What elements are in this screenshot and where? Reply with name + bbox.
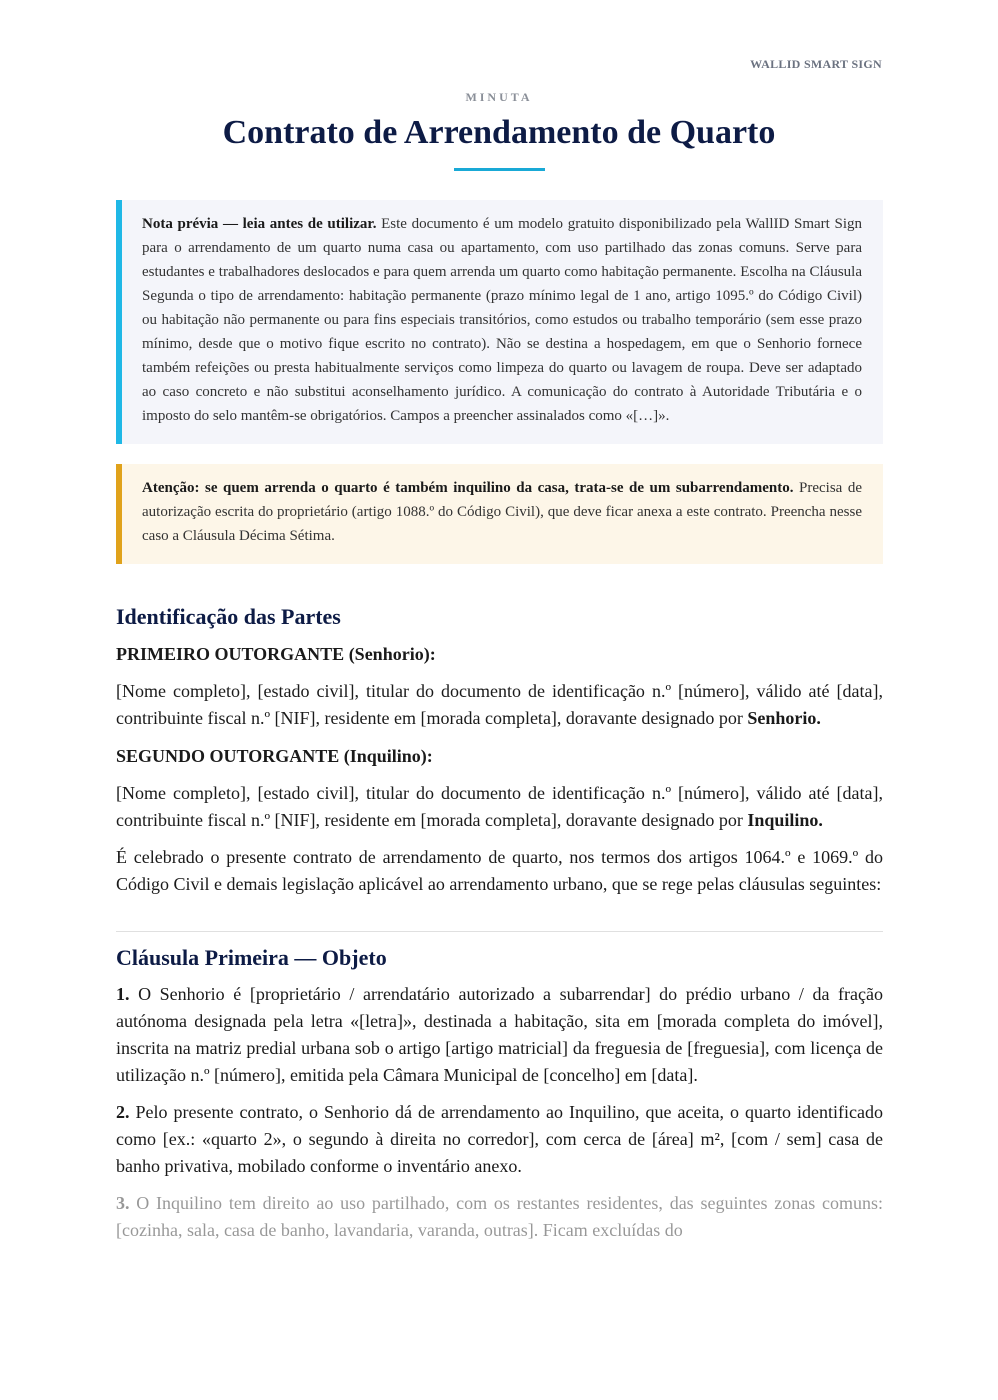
clause-item-number: 1. [116, 984, 130, 1004]
sublease-warning [116, 464, 883, 564]
section-divider [116, 931, 883, 932]
preliminary-note [116, 200, 883, 444]
second-party-designation: Inquilino. [747, 810, 823, 830]
first-party-details: [Nome completo], [estado civil], titular do documento de identificação n.º [número], válido até [data], contribuinte fiscal n.º [NIF], residente em [morada completa], doravante designado por [116, 681, 883, 728]
second-party-text [116, 780, 883, 834]
parties-heading: Identificação das Partes [116, 604, 341, 629]
clause-item-number: 2. [116, 1102, 130, 1122]
warning-body: Precisa de autorização escrita do proprietário (artigo 1088.º do Código Civil), que deve ficar anexa a este contrato. Preencha nesse caso a Cláusula Décima Sétima. [142, 480, 862, 544]
clause-item-number: 3. [116, 1193, 130, 1213]
clause-one-item [116, 981, 883, 1089]
note-lead: Nota prévia — leia antes de utilizar. [142, 216, 377, 232]
document-title: Contrato de Arrendamento de Quarto [222, 114, 776, 151]
warning-lead: Atenção: se quem arrenda o quarto é também inquilino da casa, trata-se de um subarrendamento. [142, 480, 794, 496]
second-party-details: [Nome completo], [estado civil], titular do documento de identificação n.º [número], válido até [data], contribuinte fiscal n.º [NIF], residente em [morada completa], doravante designado por [116, 783, 883, 830]
brand-label: WALLID SMART SIGN [750, 57, 882, 71]
document-eyebrow: MINUTA [465, 90, 533, 104]
first-party-designation: Senhorio. [747, 708, 821, 728]
title-underline [454, 168, 545, 171]
clause-item-text: Pelo presente contrato, o Senhorio dá de arrendamento ao Inquilino, que aceita, o quarto identificado como [ex.: «quarto 2», o segundo à direita no corredor], com cerca de [área] m², [com / sem] casa de banho privativa, mobilado conforme o inventário anexo. [116, 1102, 883, 1176]
first-party-text [116, 678, 883, 732]
note-body: Este documento é um modelo gratuito disponibilizado pela WallID Smart Sign para o arrendamento de um quarto numa casa ou apartamento, com uso partilhado das zonas comuns. Serve para estudantes e trabalhadores deslocados e para quem arrenda um quarto como habitação permanente. Escolha na Cláusula Segunda o tipo de arrendamento: habitação permanente (prazo mínimo legal de 1 ano, artigo 1095.º do Código Civil) ou habitação não permanente ou para fins especiais transitórios, como estudos ou trabalho temporário (sem esse prazo mínimo, desde que o motivo fique escrito no contrato). Não se destina a hospedagem, em que o Senhorio fornece também refeições ou presta habitualmente serviços como limpeza do quarto ou lavagem de roupa. Deve ser adaptado ao caso concreto e não substitui aconselhamento jurídico. A comunicação do contrato à Autoridade Tributária e o imposto do selo mantêm-se obrigatórios. Campos a preencher assinalados como «[…]». [142, 216, 862, 424]
clause-one-heading: Cláusula Primeira — Objeto [116, 945, 387, 970]
second-party-label: SEGUNDO OUTORGANTE (Inquilino): [116, 746, 433, 766]
clause-one-item [116, 1190, 883, 1244]
clause-item-text: O Senhorio é [proprietário / arrendatário autorizado a subarrendar] do prédio urbano / da fração autónoma designada pela letra «[letra]», destinada a habitação, sita em [morada completa do imóvel], inscrita na matriz predial urbana sob o artigo [artigo matricial] da freguesia de [freguesia], com licença de utilização n.º [número], emitida pela Câmara Municipal de [concelho] em [data]. [116, 984, 883, 1085]
document-body [116, 200, 883, 1244]
clause-one-item [116, 1099, 883, 1180]
contract-intro: É celebrado o presente contrato de arrendamento de quarto, nos termos dos artigos 1064.º e 1069.º do Código Civil e demais legislação aplicável ao arrendamento urbano, que se rege pelas cláusulas seguintes: [116, 847, 883, 894]
first-party-label: PRIMEIRO OUTORGANTE (Senhorio): [116, 644, 436, 664]
clause-item-text: O Inquilino tem direito ao uso partilhado, com os restantes residentes, das seguintes zonas comuns: [cozinha, sala, casa de banho, lavandaria, varanda, outras]. Ficam excluídas do [116, 1193, 883, 1240]
